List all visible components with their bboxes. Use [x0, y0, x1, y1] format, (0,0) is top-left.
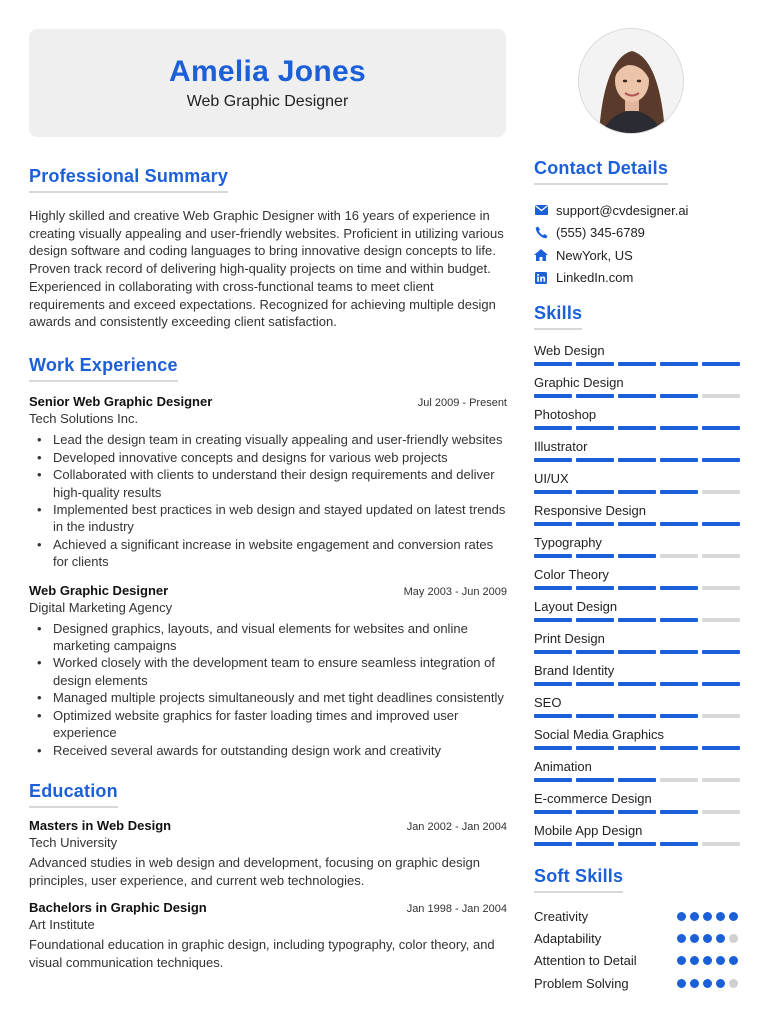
- skill-level-bar: [534, 394, 740, 398]
- skill-level-segment: [576, 810, 614, 814]
- skill-level-segment: [618, 714, 656, 718]
- skill-item: [534, 530, 738, 562]
- soft-skill-rating: [677, 979, 738, 988]
- skill-level-segment: [660, 362, 698, 366]
- skill-level-segment: [534, 554, 572, 558]
- skill-level-segment: [660, 746, 698, 750]
- job-bullet: • Optimized website graphics for faster loading times and improved user experience: [29, 707, 507, 741]
- education-degree: Masters in Web Design: [29, 818, 172, 834]
- skill-level-segment: [660, 778, 698, 782]
- rating-dot: [716, 912, 725, 921]
- contact-text: LinkedIn.com: [556, 270, 634, 286]
- skill-item: [534, 626, 738, 658]
- skill-level-segment: [534, 650, 572, 654]
- education-date: Jan 1998 - Jan 2004: [406, 903, 507, 916]
- education-school: Tech University: [29, 835, 118, 851]
- rating-dot: [729, 934, 738, 943]
- rating-dot: [690, 912, 699, 921]
- skill-level-segment: [534, 522, 572, 526]
- skill-level-segment: [660, 554, 698, 558]
- soft-skill-name: Problem Solving: [534, 975, 629, 991]
- skill-level-segment: [702, 522, 740, 526]
- skill-level-segment: [534, 394, 572, 398]
- skill-level-bar: [534, 362, 740, 366]
- skill-level-segment: [660, 522, 698, 526]
- skill-level-segment: [618, 746, 656, 750]
- job-header: [29, 583, 507, 598]
- contact-text: NewYork, US: [556, 247, 633, 263]
- skill-level-segment: [702, 458, 740, 462]
- skill-level-segment: [702, 490, 740, 494]
- skill-level-segment: [660, 650, 698, 654]
- skill-level-segment: [576, 426, 614, 430]
- rating-dot: [677, 912, 686, 921]
- job-bullet: • Achieved a significant increase in website engagement and conversion rates for clients: [29, 536, 507, 570]
- skill-level-segment: [702, 554, 740, 558]
- job-bullet: • Managed multiple projects simultaneously and met tight deadlines consistently: [29, 689, 507, 706]
- linkedin-icon: [534, 271, 548, 285]
- skill-level-segment: [618, 522, 656, 526]
- skill-name: Web Design: [534, 343, 605, 358]
- education-title: Education: [29, 781, 118, 808]
- rating-dot: [716, 979, 725, 988]
- rating-dot: [677, 956, 686, 965]
- job-bullets: [29, 431, 507, 571]
- contact-section: [534, 158, 738, 289]
- contact-item: [534, 244, 738, 267]
- education-header: [29, 818, 507, 833]
- skill-level-segment: [702, 842, 740, 846]
- job-company: Tech Solutions Inc.: [29, 410, 139, 426]
- main-column: [29, 166, 507, 972]
- skill-name: Illustrator: [534, 439, 588, 454]
- rating-dot: [716, 934, 725, 943]
- skill-level-segment: [534, 682, 572, 686]
- rating-dot: [690, 934, 699, 943]
- skill-name: Typography: [534, 535, 602, 550]
- skill-level-segment: [534, 362, 572, 366]
- rating-dot: [716, 956, 725, 965]
- skill-level-bar: [534, 778, 740, 782]
- work-title: Work Experience: [29, 355, 178, 382]
- profile-photo-image: [579, 29, 684, 134]
- job-bullet: • Developed innovative concepts and designs for various web projects: [29, 449, 507, 466]
- skill-level-segment: [618, 650, 656, 654]
- rating-dot: [690, 979, 699, 988]
- skill-name: Print Design: [534, 631, 605, 646]
- skill-level-segment: [534, 586, 572, 590]
- skill-name: Responsive Design: [534, 503, 647, 518]
- education-school: Art Institute: [29, 917, 95, 933]
- rating-dot: [729, 979, 738, 988]
- skill-level-segment: [660, 426, 698, 430]
- skill-level-bar: [534, 650, 740, 654]
- rating-dot: [677, 979, 686, 988]
- contact-item: [534, 267, 738, 290]
- skill-level-segment: [534, 810, 572, 814]
- skill-name: E-commerce Design: [534, 791, 652, 806]
- skill-level-segment: [660, 714, 698, 718]
- skill-level-bar: [534, 490, 740, 494]
- soft-skills-section: [534, 866, 738, 994]
- skill-level-segment: [702, 362, 740, 366]
- skill-level-segment: [576, 458, 614, 462]
- skill-level-segment: [534, 746, 572, 750]
- rating-dot: [703, 956, 712, 965]
- skill-level-segment: [702, 778, 740, 782]
- skill-level-bar: [534, 682, 740, 686]
- skill-level-segment: [660, 394, 698, 398]
- phone-icon: [534, 226, 548, 240]
- skill-level-segment: [576, 586, 614, 590]
- skill-level-segment: [534, 426, 572, 430]
- skill-level-segment: [534, 618, 572, 622]
- summary-text: Highly skilled and creative Web Graphic Designer with 16 years of experience in creating visually appealing and user-friendly websites. Proficient in utilizing various design software and coding languages to bring innovative design concepts to life. Proven track record of delivering high-quality projects on time and within budget. Experienced in collaborating with cross-functional teams to meet client requirements and exceed expectations. Recognized for achieving multiple design awards and consistently exceeding client satisfaction.: [29, 208, 504, 330]
- skill-level-segment: [660, 458, 698, 462]
- skill-item: [534, 818, 738, 850]
- skill-level-bar: [534, 522, 740, 526]
- skill-level-segment: [660, 586, 698, 590]
- education-desc: Advanced studies in web design and development, focusing on graphic design principles, user experience, and current web technologies.: [29, 855, 480, 889]
- skill-level-segment: [576, 394, 614, 398]
- skill-level-segment: [534, 842, 572, 846]
- contact-item: [534, 222, 738, 245]
- soft-skills-title: Soft Skills: [534, 866, 623, 893]
- skill-level-segment: [576, 682, 614, 686]
- job-bullet: • Implemented best practices in web design and stayed updated on latest trends in the industry: [29, 501, 507, 535]
- skill-level-segment: [702, 682, 740, 686]
- skill-level-segment: [618, 362, 656, 366]
- skill-name: Graphic Design: [534, 375, 624, 390]
- skill-level-segment: [534, 778, 572, 782]
- education-date: Jan 2002 - Jan 2004: [406, 821, 507, 834]
- soft-skill-rating: [677, 934, 738, 943]
- skill-level-segment: [576, 842, 614, 846]
- soft-skill-rating: [677, 956, 738, 965]
- soft-skill-rating: [677, 912, 738, 921]
- skill-name: Social Media Graphics: [534, 727, 665, 742]
- education-entry: [29, 818, 507, 890]
- skill-item: [534, 594, 738, 626]
- skill-level-segment: [702, 586, 740, 590]
- rating-dot: [729, 956, 738, 965]
- job-company: Digital Marketing Agency: [29, 599, 173, 615]
- skill-level-segment: [660, 682, 698, 686]
- soft-skill-item: [534, 927, 738, 949]
- skill-level-bar: [534, 618, 740, 622]
- rating-dot: [690, 956, 699, 965]
- skills-title: Skills: [534, 303, 582, 330]
- contact-text: (555) 345-6789: [556, 225, 645, 241]
- skill-level-segment: [618, 426, 656, 430]
- skill-level-segment: [618, 842, 656, 846]
- education-section: [29, 781, 507, 972]
- soft-skill-name: Creativity: [534, 908, 589, 924]
- soft-skill-item: [534, 950, 738, 972]
- skill-level-segment: [660, 618, 698, 622]
- skill-item: [534, 754, 738, 786]
- skill-level-bar: [534, 842, 740, 846]
- job-date: May 2003 - Jun 2009: [403, 585, 507, 598]
- rating-dot: [703, 912, 712, 921]
- rating-dot: [703, 979, 712, 988]
- summary-section: [29, 166, 507, 331]
- rating-dot: [703, 934, 712, 943]
- skill-level-segment: [576, 778, 614, 782]
- skill-name: Layout Design: [534, 599, 618, 614]
- skill-level-segment: [576, 490, 614, 494]
- skill-name: Photoshop: [534, 407, 597, 422]
- job-bullet: • Lead the design team in creating visually appealing and user-friendly websites: [29, 431, 507, 448]
- job-bullet: • Received several awards for outstanding design work and creativity: [29, 742, 507, 759]
- skill-item: [534, 370, 738, 402]
- education-entry: [29, 900, 507, 972]
- profile-photo: [578, 28, 684, 134]
- job-bullet: • Collaborated with clients to understand their design requirements and deliver high-quality results: [29, 466, 507, 500]
- job-title: Web Graphic Designer: [29, 582, 169, 598]
- skill-level-segment: [702, 394, 740, 398]
- job-header: [29, 394, 507, 409]
- skill-level-segment: [618, 778, 656, 782]
- skill-level-bar: [534, 426, 740, 430]
- skill-item: [534, 498, 738, 530]
- skill-item: [534, 786, 738, 818]
- candidate-role: Web Graphic Designer: [186, 93, 349, 110]
- skills-section: [534, 303, 738, 850]
- skill-level-segment: [702, 426, 740, 430]
- candidate-name: Amelia Jones: [168, 55, 367, 88]
- contact-text: support@cvdesigner.ai: [556, 202, 689, 218]
- skill-level-segment: [576, 746, 614, 750]
- skill-level-segment: [534, 714, 572, 718]
- skill-level-segment: [702, 650, 740, 654]
- skill-level-segment: [618, 618, 656, 622]
- contact-title: Contact Details: [534, 158, 668, 185]
- skill-name: Animation: [534, 759, 592, 774]
- soft-skill-name: Adaptability: [534, 930, 602, 946]
- skill-level-bar: [534, 810, 740, 814]
- job-date: Jul 2009 - Present: [417, 396, 507, 409]
- skill-level-segment: [576, 618, 614, 622]
- work-section: [29, 355, 507, 759]
- education-header: [29, 900, 507, 915]
- contact-item: [534, 199, 738, 222]
- rating-dot: [677, 934, 686, 943]
- home-icon: [534, 248, 548, 262]
- rating-dot: [729, 912, 738, 921]
- soft-skill-item: [534, 972, 738, 994]
- job-bullets: [29, 620, 507, 760]
- skill-level-segment: [702, 810, 740, 814]
- skill-level-segment: [660, 810, 698, 814]
- skill-level-segment: [618, 394, 656, 398]
- skill-level-segment: [576, 714, 614, 718]
- skill-level-segment: [576, 362, 614, 366]
- summary-title: Professional Summary: [29, 166, 228, 193]
- job-title: Senior Web Graphic Designer: [29, 393, 213, 409]
- skill-level-segment: [702, 746, 740, 750]
- soft-skill-item: [534, 905, 738, 927]
- skill-item: [534, 402, 738, 434]
- education-desc: Foundational education in graphic design, including typography, color theory, and visual communication techniques.: [29, 937, 495, 971]
- skill-level-segment: [660, 842, 698, 846]
- skill-level-segment: [702, 714, 740, 718]
- skill-item: [534, 722, 738, 754]
- skill-level-segment: [618, 682, 656, 686]
- skill-level-bar: [534, 586, 740, 590]
- skill-item: [534, 466, 738, 498]
- header-box: [29, 29, 506, 137]
- skill-level-segment: [660, 490, 698, 494]
- skill-name: SEO: [534, 695, 562, 710]
- skill-item: [534, 562, 738, 594]
- education-degree: Bachelors in Graphic Design: [29, 900, 207, 916]
- skill-item: [534, 690, 738, 722]
- skill-level-bar: [534, 714, 740, 718]
- skill-name: Mobile App Design: [534, 823, 643, 838]
- job-bullet: • Worked closely with the development team to ensure seamless integration of design elements: [29, 654, 507, 688]
- skill-name: Color Theory: [534, 567, 609, 582]
- skill-level-segment: [534, 490, 572, 494]
- job-entry: [29, 583, 507, 760]
- side-column: [534, 158, 738, 994]
- skill-level-segment: [618, 490, 656, 494]
- envelope-icon: [534, 203, 548, 217]
- skill-name: UI/UX: [534, 471, 569, 486]
- skill-level-segment: [576, 554, 614, 558]
- skill-level-bar: [534, 746, 740, 750]
- skill-name: Brand Identity: [534, 663, 615, 678]
- skill-level-segment: [576, 650, 614, 654]
- skill-item: [534, 658, 738, 690]
- job-bullet: • Designed graphics, layouts, and visual elements for websites and online marketing campaigns: [29, 620, 507, 654]
- job-entry: [29, 394, 507, 571]
- skill-item: [534, 434, 738, 466]
- skill-level-bar: [534, 458, 740, 462]
- skill-level-segment: [534, 458, 572, 462]
- skill-level-segment: [618, 586, 656, 590]
- skill-level-segment: [618, 810, 656, 814]
- skill-level-bar: [534, 554, 740, 558]
- skill-level-segment: [576, 522, 614, 526]
- skill-level-segment: [618, 458, 656, 462]
- skill-level-segment: [618, 554, 656, 558]
- skill-item: [534, 338, 738, 370]
- soft-skill-name: Attention to Detail: [534, 953, 637, 969]
- skill-level-segment: [702, 618, 740, 622]
